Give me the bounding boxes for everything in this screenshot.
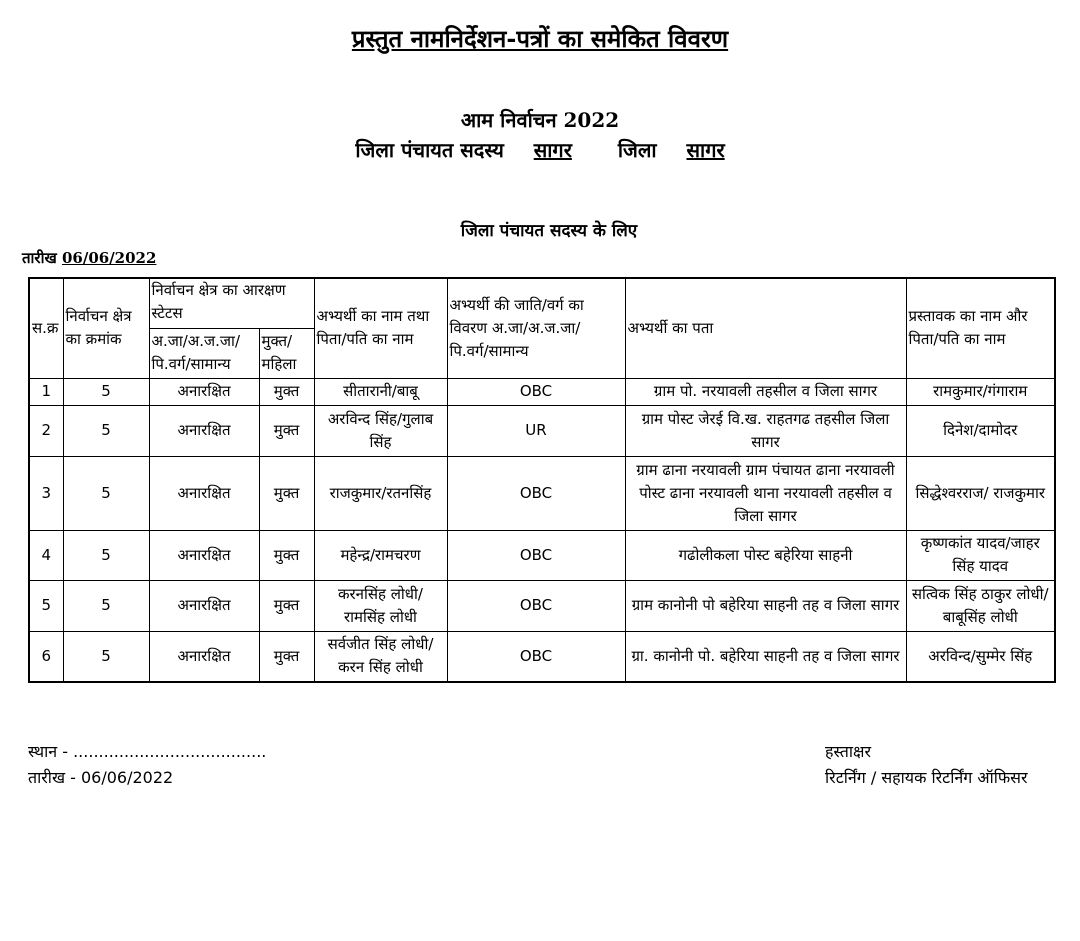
header-sno: स.क्र (29, 278, 63, 378)
election-heading: आम निर्वाचन 2022 (460, 108, 620, 132)
cell-address: ग्राम कानोनी पो बहेरिया साहनी तह व जिला सागर (625, 580, 906, 631)
header-constituency: निर्वाचन क्षेत्र का क्रमांक (63, 278, 149, 378)
table-row (29, 580, 1055, 631)
document-title: प्रस्तुत नामनिर्देशन-पत्रों का समेकित विवरण (351, 24, 729, 53)
header-category: अ.जा/अ.ज.जा/ पि.वर्ग/सामान्य (149, 328, 259, 378)
cell-category: अनारक्षित (149, 405, 259, 456)
cell-address: ग्राम पो. नरयावली तहसील व जिला सागर (625, 378, 906, 405)
cell-candidate: करनसिंह लोधी/ रामसिंह लोधी (314, 580, 447, 631)
for-heading: जिला पंचायत सदस्य के लिए (460, 221, 638, 241)
cell-sno: 2 (29, 405, 63, 456)
cell-proposer: अरविन्द/सुम्मेर सिंह (906, 631, 1055, 682)
cell-address: ग्राम पोस्ट जेरई वि.ख. राहतगढ तहसील जिला सागर (625, 405, 906, 456)
cell-category: अनारक्षित (149, 631, 259, 682)
officer-title: रिटर्निंग / सहायक रिटर्निंग ऑफिसर (825, 768, 1028, 787)
date-label: तारीख (22, 249, 57, 267)
cell-constituency: 5 (63, 378, 149, 405)
header-reservation: निर्वाचन क्षेत्र का आरक्षण स्टेटस (149, 278, 314, 328)
post-place: सागर (533, 138, 572, 162)
cell-gender: मुक्त (259, 530, 314, 580)
cell-caste: OBC (447, 580, 625, 631)
cell-gender: मुक्त (259, 580, 314, 631)
cell-caste: OBC (447, 456, 625, 530)
signature-label: हस्ताक्षर (825, 742, 872, 761)
cell-sno: 4 (29, 530, 63, 580)
district-name: सागर (686, 138, 725, 162)
cell-proposer: दिनेश/दामोदर (906, 405, 1055, 456)
header-address: अभ्यर्थी का पता (625, 278, 906, 378)
post-label: जिला पंचायत सदस्य (355, 138, 504, 162)
date-line (22, 248, 156, 268)
cell-caste: UR (447, 405, 625, 456)
cell-candidate: अरविन्द सिंह/गुलाब सिंह (314, 405, 447, 456)
cell-address: गढोलीकला पोस्ट बहेरिया साहनी (625, 530, 906, 580)
cell-constituency: 5 (63, 631, 149, 682)
cell-constituency: 5 (63, 580, 149, 631)
header-gender: मुक्त/ महिला (259, 328, 314, 378)
header-candidate: अभ्यर्थी का नाम तथा पिता/पति का नाम (314, 278, 447, 378)
cell-category: अनारक्षित (149, 378, 259, 405)
cell-candidate: सर्वजीत सिंह लोधी/ करन सिंह लोधी (314, 631, 447, 682)
table-row (29, 631, 1055, 682)
post-heading (0, 136, 1080, 163)
cell-sno: 3 (29, 456, 63, 530)
nominations-table (28, 277, 1056, 683)
cell-candidate: सीतारानी/बाबू (314, 378, 447, 405)
cell-proposer: कृष्णकांत यादव/जाहर सिंह यादव (906, 530, 1055, 580)
place-line: स्थान - ...................................... (28, 742, 267, 761)
cell-proposer: रामकुमार/गंगाराम (906, 378, 1055, 405)
cell-category: अनारक्षित (149, 530, 259, 580)
table-row (29, 530, 1055, 580)
cell-address: ग्रा. कानोनी पो. बहेरिया साहनी तह व जिला सागर (625, 631, 906, 682)
cell-proposer: सिद्धेश्वरराज/ राजकुमार (906, 456, 1055, 530)
table-row (29, 405, 1055, 456)
cell-candidate: राजकुमार/रतनसिंह (314, 456, 447, 530)
header-caste: अभ्यर्थी की जाति/वर्ग का विवरण अ.जा/अ.ज.जा/ पि.वर्ग/सामान्य (447, 278, 625, 378)
date-value: 06/06/2022 (61, 249, 157, 267)
cell-gender: मुक्त (259, 378, 314, 405)
cell-gender: मुक्त (259, 456, 314, 530)
cell-category: अनारक्षित (149, 580, 259, 631)
cell-address: ग्राम ढाना नरयावली ग्राम पंचायत ढाना नरयावली पोस्ट ढाना नरयावली थाना नरयावली तहसील व जिला सागर (625, 456, 906, 530)
cell-constituency: 5 (63, 405, 149, 456)
district-label: जिला (617, 138, 657, 162)
table-row (29, 456, 1055, 530)
cell-sno: 1 (29, 378, 63, 405)
cell-gender: मुक्त (259, 631, 314, 682)
cell-category: अनारक्षित (149, 456, 259, 530)
cell-caste: OBC (447, 631, 625, 682)
header-proposer: प्रस्तावक का नाम और पिता/पति का नाम (906, 278, 1055, 378)
cell-constituency: 5 (63, 456, 149, 530)
cell-caste: OBC (447, 530, 625, 580)
cell-caste: OBC (447, 378, 625, 405)
footer-date: तारीख - 06/06/2022 (28, 768, 174, 787)
cell-sno: 6 (29, 631, 63, 682)
cell-gender: मुक्त (259, 405, 314, 456)
cell-sno: 5 (29, 580, 63, 631)
cell-proposer: सत्विक सिंह ठाकुर लोधी/बाबूसिंह लोधी (906, 580, 1055, 631)
table-row (29, 378, 1055, 405)
cell-constituency: 5 (63, 530, 149, 580)
cell-candidate: महेन्द्र/रामचरण (314, 530, 447, 580)
